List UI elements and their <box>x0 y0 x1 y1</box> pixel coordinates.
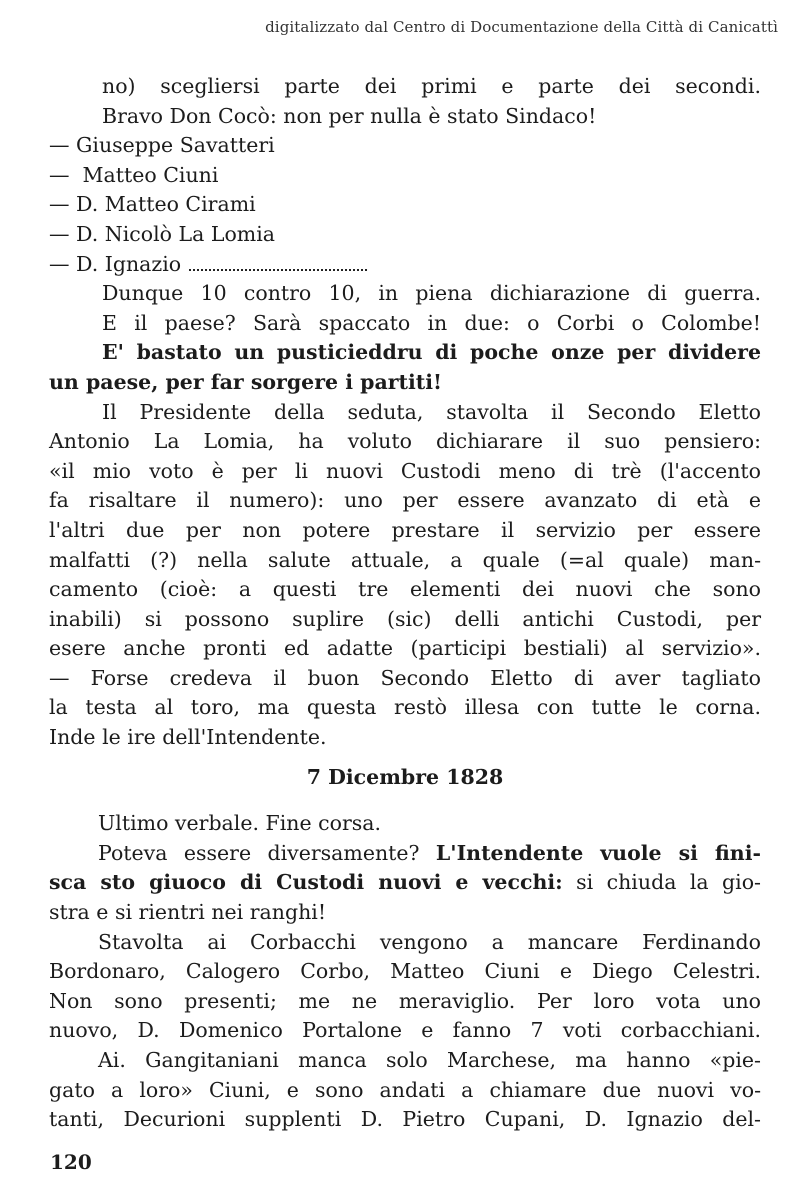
text-line: — Forse credeva il buon Secondo Eletto di aver tagliato <box>49 665 761 690</box>
text-line: la testa al toro, ma questa restò illesa con tutte le corna. <box>49 695 761 720</box>
dotted-blank <box>189 255 367 271</box>
text-line: camento (cioè: a questi tre elementi dei nuovi che sono <box>49 577 761 602</box>
text-line: Bravo Don Cocò: non per nulla è stato Sindaco! <box>102 103 597 128</box>
text-line-bold: E' bastato un pusticieddru di poche onze per dividere <box>102 340 761 365</box>
text-line: malfatti (?) nella salute attuale, a quale (=al quale) man- <box>49 547 761 572</box>
name-list-item-text: — D. Ignazio <box>49 251 182 276</box>
text-line: Stavolta ai Corbacchi vengono a mancare Ferdinando <box>98 929 761 954</box>
text-line: fa risaltare il numero): uno per essere avanzato di età e <box>49 488 761 513</box>
text-line-bold: un paese, per far sorgere i partiti! <box>49 369 443 394</box>
text-line: tanti, Decurioni supplenti D. Pietro Cupani, D. Ignazio del- <box>49 1107 761 1132</box>
text-line: E il paese? Sarà spaccato in due: o Corbi o Colombe! <box>102 310 761 335</box>
name-list-item: — D. Nicolò La Lomia <box>49 221 276 246</box>
text-segment-bold: sca sto giuoco di Custodi nuovi e vecchi: <box>49 870 563 895</box>
text-line: Il Presidente della seduta, stavolta il Secondo Eletto <box>102 399 761 424</box>
body-text <box>49 72 761 1135</box>
text-line: no) scegliersi parte dei primi e parte dei secondi. <box>102 74 761 98</box>
section-heading-date: 7 Dicembre 1828 <box>306 764 504 789</box>
name-list-item: — Matteo Ciuni <box>49 162 219 187</box>
text-line: esere anche pronti ed adatte (participi bestiali) al servizio». <box>49 636 761 661</box>
name-list-item: — D. Matteo Cirami <box>49 192 256 217</box>
text-line: Dunque 10 contro 10, in piena dichiarazione di guerra. <box>102 281 761 306</box>
text-line-mixed <box>49 839 761 869</box>
text-line: gato a loro» Ciuni, e sono andati a chiamare due nuovi vo- <box>49 1077 761 1102</box>
text-line: Antonio La Lomia, ha voluto dichiarare il suo pensiero: <box>49 429 761 454</box>
text-line: stra e si rientri nei ranghi! <box>49 900 327 925</box>
text-line: «il mio voto è per li nuovi Custodi meno di trè (l'accento <box>49 458 761 483</box>
text-segment: si chiuda la gio- <box>562 870 761 895</box>
page-number: 120 <box>50 1150 92 1174</box>
text-line-mixed <box>49 868 761 898</box>
digitization-watermark: digitalizzato dal Centro di Documentazione della Città di Canicattì <box>265 18 778 36</box>
text-line: l'altri due per non potere prestare il servizio per essere <box>49 517 761 542</box>
text-line: Non sono presenti; me ne meraviglio. Per loro vota uno <box>49 988 761 1013</box>
text-segment-bold: L'Intendente vuole si fini- <box>435 840 761 865</box>
text-line: nuovo, D. Domenico Portalone e fanno 7 voti corbacchiani. <box>49 1018 761 1043</box>
text-line: Ultimo verbale. Fine corsa. <box>98 811 382 836</box>
name-list-item: — Giuseppe Savatteri <box>49 133 275 158</box>
name-list-item-incomplete <box>49 250 761 280</box>
text-line: Bordonaro, Calogero Corbo, Matteo Ciuni e Diego Celestri. <box>49 959 761 984</box>
text-line: Ai. Gangitaniani manca solo Marchese, ma hanno «pie- <box>98 1048 761 1072</box>
text-line: Inde le ire dell'Intendente. <box>49 725 327 750</box>
text-segment: Poteva essere diversamente? <box>98 840 436 865</box>
text-line: inabili) si possono suplire (sic) delli antichi Custodi, per <box>49 606 761 631</box>
